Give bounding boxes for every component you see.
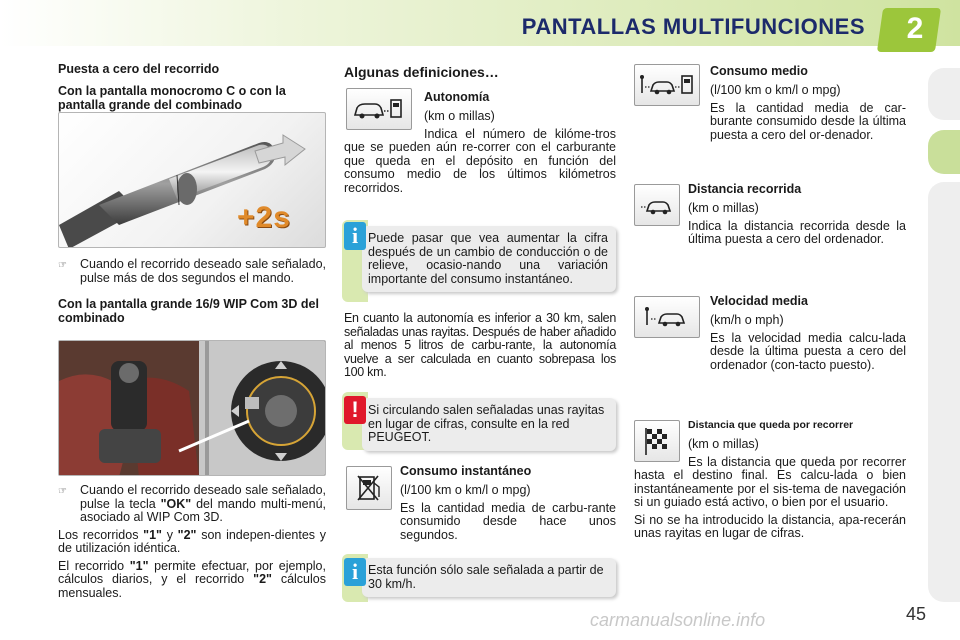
avg-speed-title: Velocidad media [710,294,808,308]
avg-consumption-block [710,64,906,142]
avg-consumption-title: Consumo medio [710,64,808,78]
wip-display-title: Con la pantalla grande 16/9 WIP Com 3D del combinado [58,297,319,325]
side-tab-3[interactable] [928,182,960,602]
distance-text: Indica la distancia recorrida desde la última puesta a cero del ordenador. [688,218,906,246]
trips-usage-text: El recorrido "1" permite efectuar, por ejemplo, cálculos diarios, y el recorrido "2" cálculos mensuales. [58,558,326,600]
fuel-pump-crossed-icon [355,473,383,503]
car-distance-icon [640,193,674,217]
note-warning: Si circulando salen señaladas unas rayitas en lugar de cifras, consulte en la red PEUGEOT. [362,398,616,451]
reset-title: Puesta a cero del recorrido [58,62,220,76]
autonomy-title: Autonomía [424,90,490,104]
stalk-control-image [58,112,326,248]
info-icon: i [344,558,366,586]
distance-icon-box [634,184,680,226]
two-seconds-label: +2s [237,201,291,234]
side-tab-2-active[interactable] [928,130,960,174]
note-info-2: Esta función sólo sale señalada a partir de 30 km/h. [362,558,616,597]
autonomy-text: Indica el número de kilóme-tros que se pueden aún re-correr con el carburante que queda en el depósito en función del consumo medio de los últimos kilómetros recorridos. [344,126,616,195]
avg-speed-icon-box [634,296,700,338]
avg-speed-block [710,294,906,372]
remaining-distance-title: Distancia que queda por recorrer [688,419,854,431]
avg-consumption-unit: (l/100 km o km/l o mpg) [710,83,841,97]
remaining-unit: (km o millas) [688,437,759,451]
chapter-number: 2 [906,12,924,45]
avg-speed-unit: (km/h o mph) [710,313,784,327]
left-column-2 [58,258,326,325]
left-column-3 [58,484,326,600]
remaining-block [634,438,906,541]
remaining-text-1: Es la distancia que queda por recorrer hasta el destino final. Es calcu-lada o bien instantáneamente por el sis-tema de navegación si un guiado está activo, o bien por el usuario. [634,454,906,509]
page-number: 45 [906,604,927,624]
instant-unit: (l/100 km o km/l o mpg) [400,483,531,497]
autonomy-unit: (km o millas) [424,109,495,123]
car-fuel-average-icon [638,71,696,99]
avg-consumption-icon-box [634,64,700,106]
bullet-arrow-icon: ☞ [58,486,67,497]
car-speed-icon [641,303,693,331]
distance-block [688,182,906,247]
instant-block [400,464,616,542]
avg-speed-text: Es la velocidad media calcu-lada desde la última puesta a cero del ordenador (con-tacto puesto). [710,330,906,372]
info-icon: i [344,222,366,250]
trips-independent-text: Los recorridos "1" y "2" son indepen-dientes y de utilización idéntica. [58,527,326,555]
mono-display-title: Con la pantalla monocromo C o con la pantalla grande del combinado [58,84,286,112]
watermark: carmanualsonline.info [590,610,766,630]
page-title: PANTALLAS MULTIFUNCIONES [521,14,865,39]
side-tab-1[interactable] [928,68,960,120]
autonomy-block [344,90,616,195]
distance-title: Distancia recorrida [688,182,802,196]
instant-title: Consumo instantáneo [400,464,532,478]
instant-icon-box [346,466,392,510]
dashboard-illustration-icon [59,341,326,476]
distance-unit: (km o millas) [688,201,759,215]
note-info-1: Puede pasar que vea aumentar la cifra después de un cambio de conducción o de relieve, ocasio-nando una variación importante del consumo instantáneo. [362,226,616,292]
warning-icon: ! [344,396,366,424]
bullet-mono: ☞ Cuando el recorrido deseado sale señalado, pulse más de dos segundos el mando. [58,257,326,285]
instant-text: Es la cantidad media de carbu-rante consumido desde hace unos segundos. [400,500,616,542]
left-column [58,62,328,112]
bullet-wip: ☞ Cuando el recorrido deseado sale señalado, pulse la tecla "OK" del mando multi-menú, asociado al WIP Com 3D. [58,483,326,524]
remaining-text-2: Si no se ha introducido la distancia, apa-recerán unas rayitas en lugar de cifras. [634,512,906,540]
avg-consumption-text: Es la cantidad media de car-burante consumido desde la última puesta a cero del or-denador. [710,100,906,142]
definitions-title: Algunas definiciones… [344,64,499,80]
bullet-arrow-icon: ☞ [58,260,67,271]
autonomy-dashes-paragraph: En cuanto la autonomía es inferior a 30 km, salen señaladas unas rayitas. Después de haber añadido al menos 5 litros de carbu-rante, la autonomía vuelve a ser calculada en cuanto sobrepasa los 100 km. [344,311,616,379]
dashboard-photo [58,340,326,476]
